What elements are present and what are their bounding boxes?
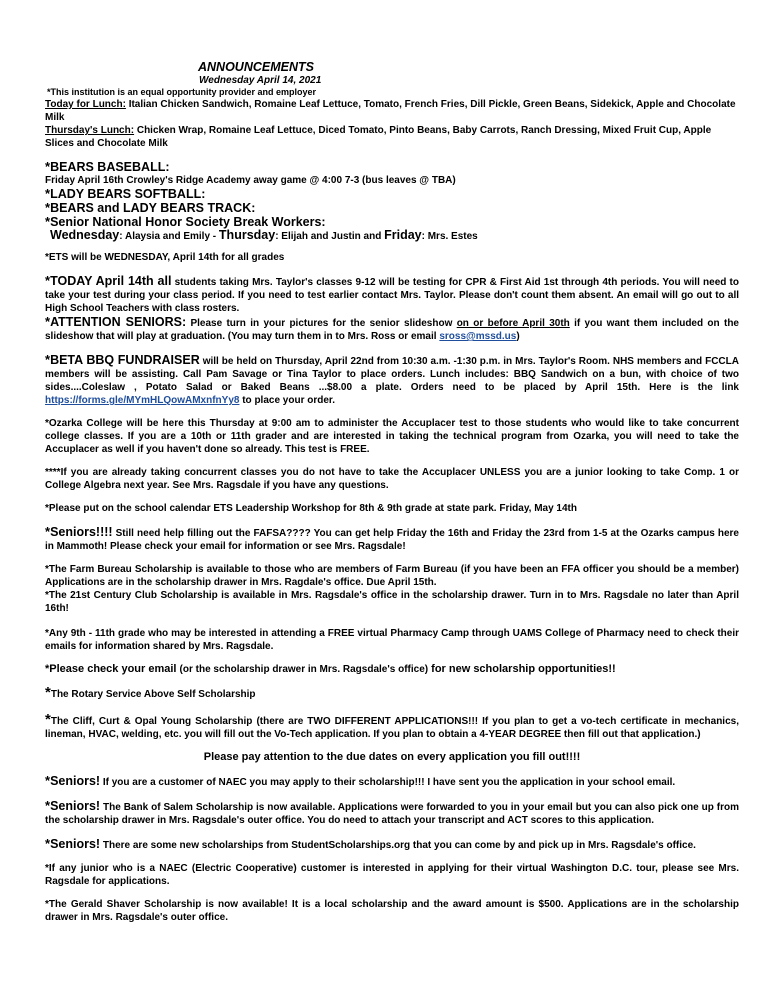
shaver-note: *The Gerald Shaver Scholarship is now available! It is a local scholarship and the award amount is $500. Applications are in the scholarship drawer in Mrs. Ragsdale's outer office. <box>45 899 739 923</box>
today-lunch-menu: Italian Chicken Sandwich, Romaine Leaf Lettuce, Tomato, French Fries, Dill Pickle, Green Beans, Sidekick, Apple and Chocolate Milk <box>45 99 736 123</box>
page-title: ANNOUNCEMENTS <box>198 60 314 74</box>
baseball-heading: *BEARS BASEBALL: <box>45 159 170 174</box>
cpr-announcement: *TODAY April 14th all students taking Mrs. Taylor's classes 9-12 will be testing for CPR & First Aid 1st through 4th periods. You will need to take your test during your class period. If you need to test earlier contact Mrs. Taylor. Please don't count them absent. An email will go out to all High School Teachers with class rosters. <box>45 273 739 314</box>
thursday-lunch <box>45 124 739 150</box>
beta-fundraiser: *BETA BBQ FUNDRAISER will be held on Thursday, April 22nd from 10:30 a.m. -1:30 p.m. in Mrs. Taylor's Room. NHS members and FCCLA members will be assisting. Call Pam Savage or Tina Taylor to place orders. Lunch includes: BBQ Sandwich on a bun, with choice of two sides....Coleslaw , Potato Salad or Baked Beans ...$8.00 a plate. Orders need to be placed by April 15th. Here is the link https://forms.gle/MYmHLQowAMxnfnYy8 to place your order. <box>45 352 739 406</box>
ets-note: *ETS will be WEDNESDAY, April 14th for all grades <box>45 252 285 263</box>
equal-opportunity-notice: *This institution is an equal opportunity provider and employer <box>47 87 317 97</box>
rotary-note: *The Rotary Service Above Self Scholarship <box>45 684 256 701</box>
naec-note: *Seniors! If you are a customer of NAEC you may apply to their scholarship!!! I have sent you the application in your school email. <box>45 773 676 788</box>
junior-naec-note: *If any junior who is a NAEC (Electric Cooperative) customer is interested in applying for their virtual Washington D.C. tour, please see Mrs. Ragsdale for applications. <box>45 863 739 887</box>
check-email-note: *Please check your email (or the scholarship drawer in Mrs. Ragsdale's office) for new scholarship opportunities!! <box>45 663 616 675</box>
today-lunch-label: Today for Lunch: <box>45 99 126 110</box>
calendar-note: *Please put on the school calendar ETS Leadership Workshop for 8th & 9th grade at state park. Friday, May 14th <box>45 503 577 514</box>
cliff-note: *The Cliff, Curt & Opal Young Scholarship (there are TWO DIFFERENT APPLICATIONS!!! If you plan to get a vo-tech certificate in mechanics, lineman, HVAC, welding, etc. you will fill out the Vo-Tech application. If you plan to obtain a 4-YEAR DEGREE then fill out that application.) <box>45 711 739 740</box>
pharmacy-note: *Any 9th - 11th grade who may be interested in attending a FREE virtual Pharmacy Camp through UAMS College of Pharmacy need to check their emails for information shared by Mrs. Ragsdale. <box>45 628 739 652</box>
nhs-workers: Wednesday: Alaysia and Emily - Thursday: Elijah and Justin and Friday: Mrs. Estes <box>50 228 478 242</box>
softball-heading: *LADY BEARS SOFTBALL: <box>45 186 206 201</box>
baseball-text: Friday April 16th Crowley's Ridge Academy away game @ 4:00 7-3 (bus leaves @ TBA) <box>45 175 456 186</box>
today-lunch <box>45 98 739 124</box>
order-form-link[interactable]: https://forms.gle/MYmHLQowAMxnfnYy8 <box>45 395 240 406</box>
farm-bureau-note: *The Farm Bureau Scholarship is available to those who are members of Farm Bureau (if you have been an FFA officer you should be a member) Applications are in the scholarship drawer in Mrs. Ragdale's office. Due April 15th. <box>45 564 739 588</box>
due-dates-note: Please pay attention to the due dates on every application you fill out!!!! <box>203 751 581 763</box>
nhs-heading: *Senior National Honor Society Break Workers: <box>45 214 326 229</box>
announcement-page <box>45 60 739 924</box>
thursday-lunch-menu: Chicken Wrap, Romaine Leaf Lettuce, Diced Tomato, Pinto Beans, Baby Carrots, Ranch Dressing, Mixed Fruit Cup, Apple Slices and Chocolate Milk <box>45 125 712 149</box>
ozarka-note: *Ozarka College will be here this Thursday at 9:00 am to administer the Accuplacer test to those students who would like to take concurrent college classes. If you are a 10th or 11th grader and are interested in taking the technical program from Ozarka, you will need to take the Accuplacer as well if you haven't done so already. This test is FREE. <box>45 418 739 455</box>
salem-note: *Seniors! The Bank of Salem Scholarship is now available. Applications were forwarded to you in your email but you can also pick one up from the scholarship drawer in Mrs. Ragsdale's outer office. You do need to attach your transcript and ACT scores to this application. <box>45 798 739 826</box>
track-heading: *BEARS and LADY BEARS TRACK: <box>45 200 256 215</box>
fafsa-note: *Seniors!!!! Still need help filling out the FAFSA???? You can get help Friday the 16th and Friday the 23rd from 1-5 at the Ozarks campus here in Mammoth! Please check your email for information or see Mrs. Ragsdale! <box>45 524 739 552</box>
thursday-lunch-label: Thursday's Lunch: <box>45 125 135 136</box>
student-scholarships-note: *Seniors! There are some new scholarships from StudentScholarships.org that you can come by and pick up in Mrs. Ragsdale's office. <box>45 836 696 851</box>
page-date: Wednesday April 14, 2021 <box>199 75 322 86</box>
attention-seniors: *ATTENTION SENIORS: Please turn in your pictures for the senior slideshow on or before April 30th if you want them included on the slideshow that will play at graduation. (You may turn them in to Mrs. Ross or email sross@mssd.us) <box>45 314 739 342</box>
email-link[interactable]: sross@mssd.us <box>439 331 517 342</box>
concurrent-note: ****If you are already taking concurrent classes you do not have to take the Accuplacer UNLESS you are a junior looking to take Comp. 1 or College Algebra next year. See Mrs. Ragsdale if you have any questions. <box>45 467 739 491</box>
club21-note: *The 21st Century Club Scholarship is available in Mrs. Ragsdale's office in the scholarship drawer. Turn in to Mrs. Ragsdale no later than April 16th! <box>45 590 739 614</box>
